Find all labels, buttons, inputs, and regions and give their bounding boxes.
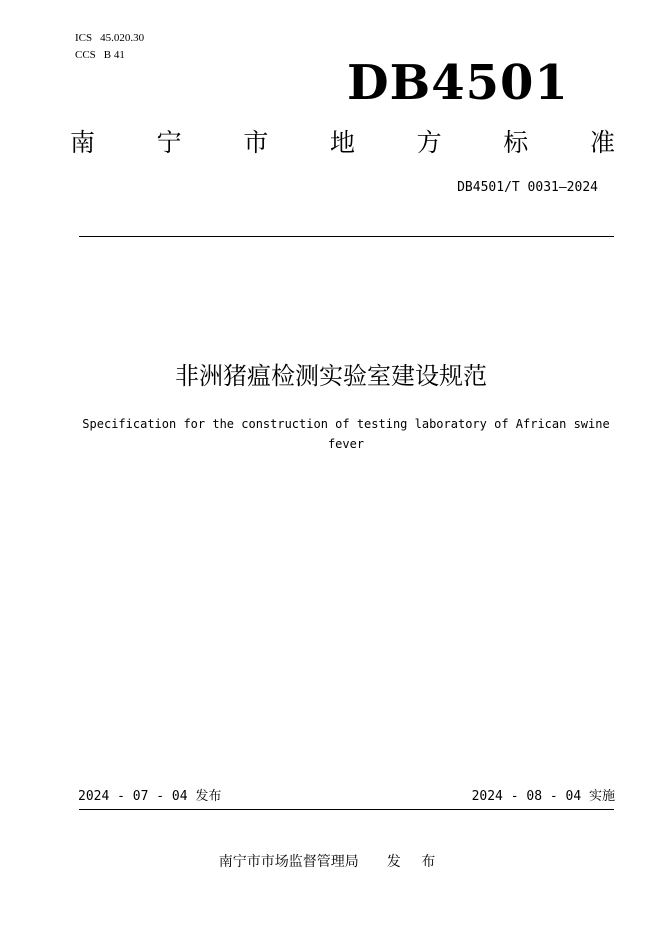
- standard-type-char: 市: [243, 128, 269, 157]
- ccs-value: B 41: [103, 49, 125, 61]
- ics-code: [75, 31, 144, 45]
- bottom-divider: [79, 809, 614, 810]
- standard-type-heading: [70, 126, 615, 160]
- effective-date: [472, 788, 615, 806]
- standard-type-char: 方: [416, 128, 442, 157]
- effective-date-value: 2024 - 08 - 04: [471, 789, 582, 804]
- publish-date-value: 2024 - 07 - 04: [78, 789, 188, 804]
- ics-label: ICS: [75, 32, 93, 44]
- standard-type-char: 南: [70, 128, 96, 157]
- title-english: Specification for the construction of testing laboratory of African swine fever: [82, 417, 610, 451]
- db-logo: DB4501: [347, 55, 569, 111]
- top-divider: [79, 236, 614, 237]
- publish-date: [78, 788, 221, 806]
- title-chinese: 非洲猪瘟检测实验室建设规范: [175, 362, 487, 390]
- effective-label: 实施: [588, 789, 615, 804]
- publish-label: 发布: [195, 789, 222, 804]
- issuer-action: 发 布: [386, 854, 444, 870]
- ccs-code: [75, 48, 125, 62]
- ics-value: 45.020.30: [100, 32, 145, 44]
- issuer-line: [0, 852, 662, 872]
- standard-number: DB4501/T 0031—2024: [457, 180, 598, 195]
- standard-type-char: 标: [503, 128, 529, 157]
- standard-type-char: 准: [589, 128, 615, 157]
- ccs-label: CCS: [75, 49, 96, 61]
- standard-type-char: 宁: [156, 128, 182, 157]
- issuer-name: 南宁市市场监督管理局: [218, 854, 359, 870]
- standard-type-char: 地: [329, 128, 355, 157]
